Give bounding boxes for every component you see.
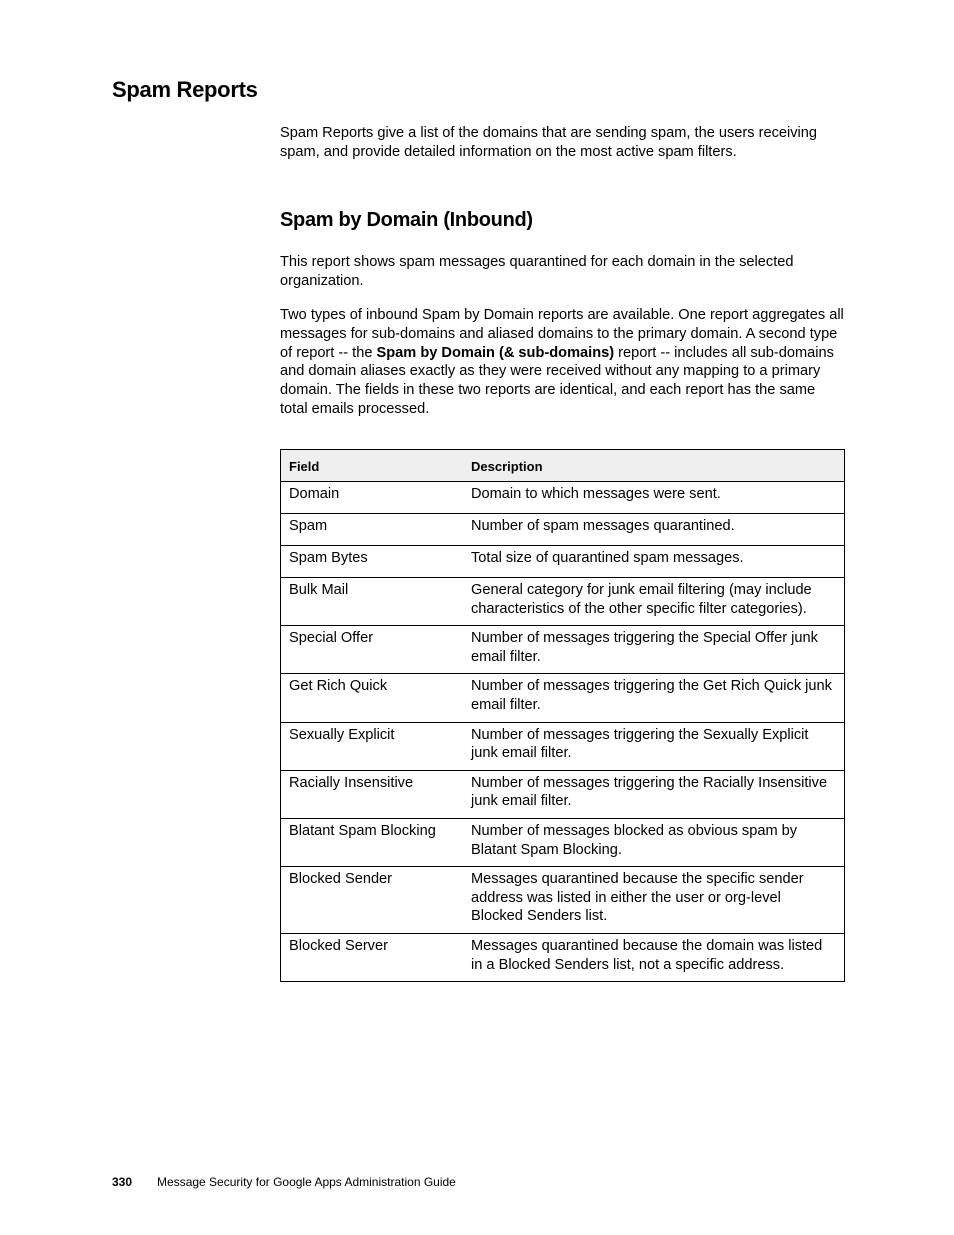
paragraph-text bbox=[280, 306, 845, 419]
page-footer bbox=[112, 1175, 456, 1189]
field-cell: Get Rich Quick bbox=[281, 674, 464, 722]
description-cell: General category for junk email filtering (may include characteristics of the other specific filter categories). bbox=[463, 578, 845, 626]
field-cell: Blocked Server bbox=[281, 933, 464, 981]
description-cell: Messages quarantined because the domain was listed in a Blocked Senders list, not a specific address. bbox=[463, 933, 845, 981]
section-title: Spam by Domain (Inbound) bbox=[280, 209, 533, 231]
table-row bbox=[281, 514, 845, 546]
table-header-row bbox=[281, 450, 845, 482]
table-row bbox=[281, 546, 845, 578]
fields-table bbox=[280, 449, 845, 982]
intro-paragraph bbox=[280, 124, 845, 162]
table-row bbox=[281, 933, 845, 981]
field-cell: Special Offer bbox=[281, 626, 464, 674]
description-cell: Messages quarantined because the specific sender address was listed in either the user or org-level Blocked Senders list. bbox=[463, 867, 845, 934]
table-row bbox=[281, 722, 845, 770]
field-cell: Racially Insensitive bbox=[281, 770, 464, 818]
page-number: 330 bbox=[112, 1175, 133, 1189]
table-row bbox=[281, 867, 845, 934]
field-cell: Blatant Spam Blocking bbox=[281, 818, 464, 866]
field-cell: Spam bbox=[281, 514, 464, 546]
field-cell: Bulk Mail bbox=[281, 578, 464, 626]
description-cell: Number of messages blocked as obvious spam by Blatant Spam Blocking. bbox=[463, 818, 845, 866]
column-header-field: Field bbox=[281, 450, 464, 482]
table-row bbox=[281, 578, 845, 626]
table-row bbox=[281, 674, 845, 722]
page-title: Spam Reports bbox=[112, 77, 258, 102]
field-cell: Blocked Sender bbox=[281, 867, 464, 934]
field-cell: Spam Bytes bbox=[281, 546, 464, 578]
table-row bbox=[281, 482, 845, 514]
field-cell: Domain bbox=[281, 482, 464, 514]
paragraph-text-end: report -- includes all sub-domains and domain aliases exactly as they were received without any mapping to a primary domain. The fields in these two reports are identical, and each report has the same total emails processed. bbox=[280, 344, 834, 417]
column-header-description: Description bbox=[463, 450, 845, 482]
description-cell: Number of spam messages quarantined. bbox=[463, 514, 845, 546]
section-paragraph-1 bbox=[280, 253, 845, 291]
description-cell: Number of messages triggering the Sexually Explicit junk email filter. bbox=[463, 722, 845, 770]
description-cell: Number of messages triggering the Get Rich Quick junk email filter. bbox=[463, 674, 845, 722]
paragraph-text: This report shows spam messages quarantined for each domain in the selected organization. bbox=[280, 254, 794, 289]
guide-title: Message Security for Google Apps Administration Guide bbox=[157, 1175, 456, 1189]
section-paragraph-2 bbox=[280, 306, 845, 419]
paragraph-text-start: Two types of inbound Spam by Domain reports are available. One report aggregates all messages for sub-domains and aliased domains to the primary domain. A second type of report -- the bbox=[280, 307, 844, 361]
table-row bbox=[281, 626, 845, 674]
description-cell: Number of messages triggering the Racially Insensitive junk email filter. bbox=[463, 770, 845, 818]
description-cell: Number of messages triggering the Special Offer junk email filter. bbox=[463, 626, 845, 674]
table-row bbox=[281, 818, 845, 866]
table-row bbox=[281, 770, 845, 818]
report-name-bold: Spam by Domain (& sub-domains) bbox=[376, 344, 615, 361]
description-cell: Total size of quarantined spam messages. bbox=[463, 546, 845, 578]
field-cell: Sexually Explicit bbox=[281, 722, 464, 770]
intro-text: Spam Reports give a list of the domains that are sending spam, the users receiving spam, and provide detailed information on the most active spam filters. bbox=[280, 125, 818, 160]
description-cell: Domain to which messages were sent. bbox=[463, 482, 845, 514]
